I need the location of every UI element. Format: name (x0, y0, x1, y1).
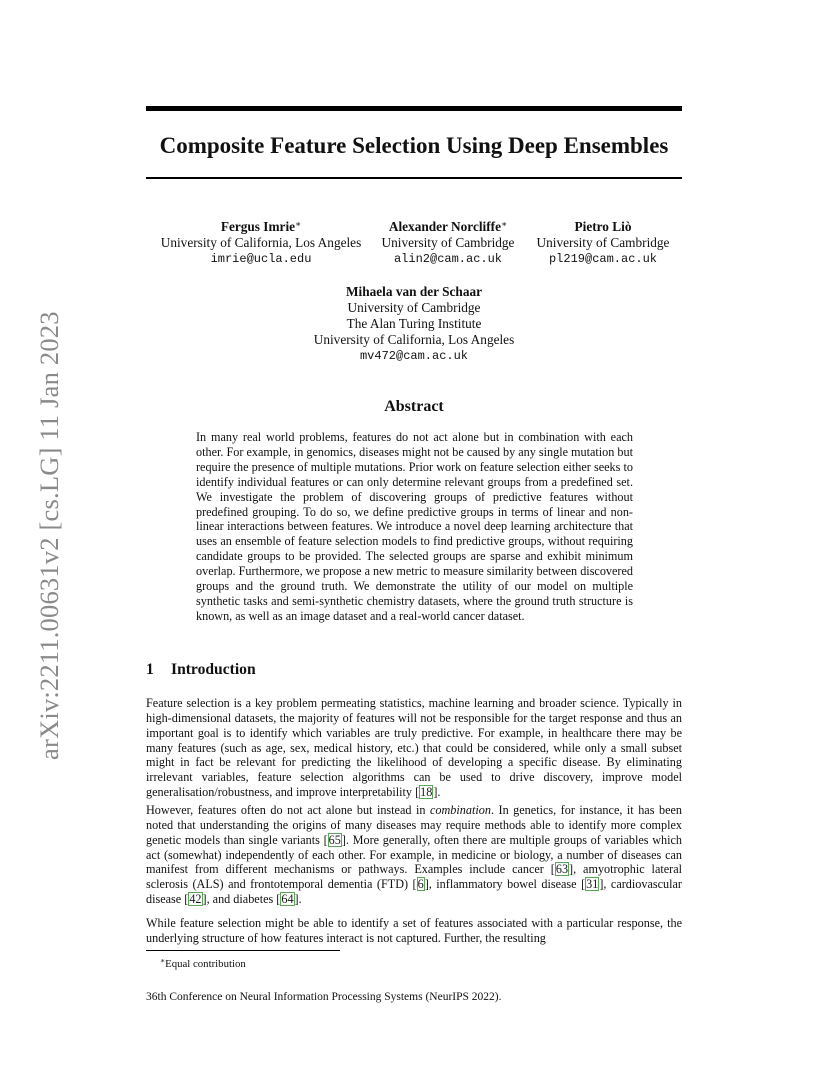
author-name: Mihaela van der Schaar (345, 284, 483, 299)
footnote (160, 954, 246, 971)
author-name: Pietro Liò (574, 219, 632, 234)
author-affiliation: University of California, Los Angeles (160, 235, 362, 250)
citation-link[interactable]: 42 (189, 892, 202, 907)
paragraph-text: , inflammatory bowel disease (428, 877, 582, 892)
paper-title: Composite Feature Selection Using Deep Ensembles (159, 133, 669, 158)
author-email: alin2@cam.ac.uk (393, 252, 503, 266)
author-block-3 (532, 216, 674, 267)
citation-link[interactable]: 31 (586, 877, 599, 892)
author-affiliation: University of California, Los Angeles (313, 332, 515, 347)
author-block-2 (378, 216, 518, 267)
arxiv-sidebar (14, 290, 64, 760)
abstract-heading: Abstract (384, 398, 444, 415)
section-number: 1 (146, 661, 154, 678)
citation-link[interactable]: 65 (328, 832, 341, 847)
paragraph-text: However, features often do not act alone but instead in (146, 803, 430, 817)
citation-link[interactable]: 6 (417, 877, 424, 892)
footnote-text: Equal contribution (165, 958, 246, 970)
paragraph-text: . In genetics, for instance, it has been noted that understanding the origins of many diseases may require methods able to identify more complex genetic models than single variants (146, 803, 682, 847)
abstract-text: In many real world problems, features do not act alone but in combination with each other. For example, in genomics, diseases might not be caused by any single mutation but require the presence of multiple mutations. Prior work on feature selection either seeks to identify individual features or can only determine relevant groups from a predefined set. We investigate the problem of discovering groups of predictive features without predefined grouping. To do so, we define predictive groups in terms of linear and non-linear interactions between features. We introduce a novel deep learning architecture that uses an ensemble of feature selection models to find predictive groups, without requiring candidate groups to be provided. The selected groups are sparse and exhibit minimum overlap. Furthermore, we propose a new metric to measure similarity between discovered groups and the ground truth. We demonstrate the utility of our model on multiple synthetic tasks and semi-synthetic chemistry datasets, where the ground truth structure is known, as well as an image dataset and a real-world cancer dataset. (196, 430, 633, 623)
author-block-4 (280, 284, 548, 364)
paragraph-text: , cardiovascular disease (146, 877, 682, 907)
paragraph-text: , and diabetes (206, 892, 277, 907)
citation-link[interactable]: 18 (420, 785, 433, 800)
author-email: imrie@ucla.edu (210, 252, 312, 266)
footnote-rule (146, 950, 340, 951)
equal-contribution-mark: ∗ (295, 219, 302, 229)
paragraph-3 (146, 916, 682, 946)
author-block-1 (146, 216, 376, 267)
conference-note: 36th Conference on Neural Information Processing Systems (NeurIPS 2022). (146, 991, 502, 1003)
emphasis-text: combination (430, 803, 491, 817)
paragraph-2: However, features often do not act alone but instead in combination. In genetics, for instance, it has been noted that understanding the origins of many diseases may require methods able to identify more complex genetic models than single variants [65]. More generally, often there are multiple groups of variables which act (somewhat) independently of each other. For example, in medicine or biology, a number of diseases can manifest from different mechanisms or pathways. Examples include cancer [63], amyotrophic lateral sclerosis (ALS) and frontotemporal dementia (FTD) [6], inflammatory bowel disease [31], cardiovascular disease [42], and diabetes [64]. (146, 803, 683, 907)
author-affiliation: University of Cambridge (536, 235, 670, 250)
author-affiliation: University of Cambridge (347, 300, 481, 315)
author-email: pl219@cam.ac.uk (548, 252, 658, 266)
paragraph-text: , amyotrophic lateral sclerosis (ALS) and frontotemporal dementia (FTD) (146, 862, 683, 892)
section-title: Introduction (171, 661, 256, 678)
arxiv-identifier: arXiv:2211.00631v2 [cs.LG] 11 Jan 2023 (34, 311, 64, 760)
paragraph-text: Feature selection is a key problem permeating statistics, machine learning and broader science. Typically in high-dimensional datasets, the majority of features will not be responsible for the target response and thus an important goal is to identify which variables are truly predictive. For example, in healthcare there may be many features (such as age, sex, medical history, etc.) that could be considered, while only a small subset might in fact be relevant for predicting the likelihood of developing a specific disease. By eliminating irrelevant variables, feature selection algorithms can be used to drive discovery, improve model generalisation/robustness, and improve interpretability (146, 696, 682, 800)
paragraph-text: . More generally, often there are multiple groups of variables which act (somewhat) independently of each other. For example, in medicine or biology, a number of diseases can manifest from different mechanisms or pathways. Examples include cancer (146, 832, 682, 877)
paragraph-1: Feature selection is a key problem permeating statistics, machine learning and broader science. Typically in high-dimensional datasets, the majority of features will not be responsible for the target response and thus an important goal is to identify which variables are truly predictive. For example, in healthcare there may be many features (such as age, sex, medical history, etc.) that could be considered, while only a small subset might in fact be relevant for predicting the likelihood of developing a specific disease. By eliminating irrelevant variables, feature selection algorithms can be used to drive discovery, improve model generalisation/robustness, and improve interpretability [18]. (146, 696, 682, 800)
citation-link[interactable]: 63 (555, 862, 569, 877)
citation-link[interactable]: 64 (281, 892, 294, 907)
author-affiliation: University of Cambridge (381, 235, 515, 250)
paragraph-text: While feature selection might be able to identify a set of features associated with a particular response, the underlying structure of how features interact is not captured. Further, the resulting (146, 916, 682, 945)
section-heading (146, 660, 682, 680)
title-top-rule (146, 106, 682, 111)
author-affiliation: The Alan Turing Institute (346, 316, 482, 331)
author-name: Alexander Norcliffe (388, 219, 501, 234)
title-bottom-rule (146, 177, 682, 179)
footnote-mark: ∗ (160, 956, 166, 965)
equal-contribution-mark: ∗ (501, 219, 508, 229)
author-name: Fergus Imrie (220, 219, 296, 234)
paragraph-text: . (437, 785, 441, 800)
author-email: mv472@cam.ac.uk (359, 349, 469, 363)
paragraph-text: . (298, 892, 302, 907)
